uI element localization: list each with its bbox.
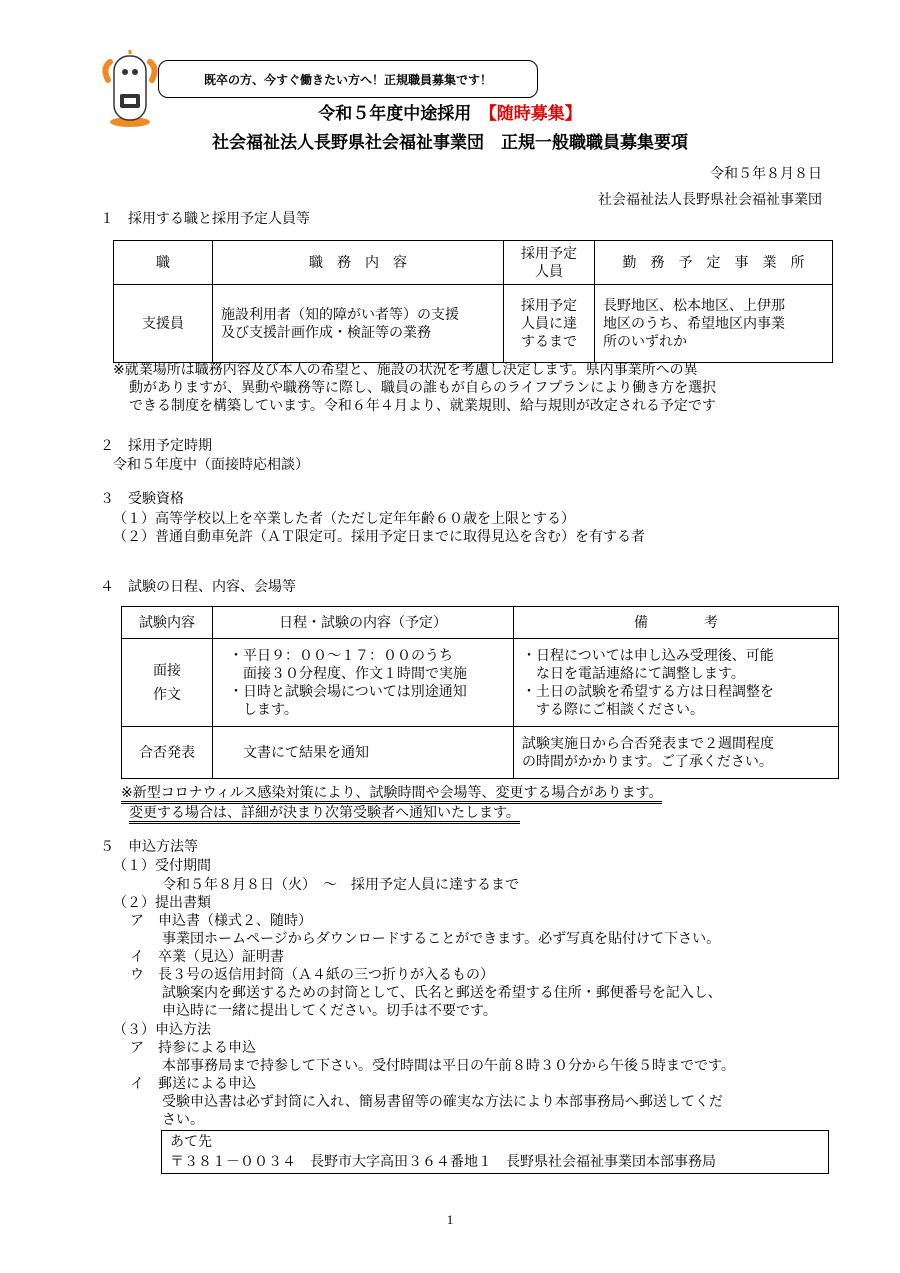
s5-u-label: ウ 長３号の返信用封筒（Ａ４紙の三つ折りが入るもの） — [130, 967, 494, 983]
col-count: 採用予定 人員 — [504, 241, 595, 285]
title-prefix: 令和５年度中途採用 — [318, 104, 489, 124]
exam-table — [121, 606, 839, 779]
section3-item2: （２）普通自動車免許（ＡＴ限定可。採用予定日までに取得見込を含む）を有する者 — [113, 529, 645, 545]
cell-office: 長野地区、松本地区、上伊那 地区のうち、希望地区内事業 所のいずれか — [595, 285, 833, 363]
address-label: あて先 — [170, 1134, 212, 1150]
s5-a-body: 事業団ホームページからダウンロードすることができます。必ず写真を貼付けて下さい。 — [162, 931, 721, 947]
s5-u-body: 試験案内を郵送するための封筒として、氏名と郵送を希望する住所・郵便番号を記入し、 申込時に一緒に提出してください。切手は不要です。 — [162, 985, 722, 1019]
cell-duties: 施設利用者（知的障がい者等）の支援 及び支援計画作成・検証等の業務 — [213, 285, 504, 363]
bubble-text: 既卒の方、今すぐ働きたい方へ！正規職員募集です！ — [203, 73, 492, 87]
col-content: 試験内容 — [122, 607, 213, 639]
cell-count: 採用予定 人員に達 するまで — [504, 285, 595, 363]
section3-item1: （１）高等学校以上を卒業した者（ただし定年年齢６０歳を上限とする） — [113, 511, 575, 527]
cell-remarks: 試験実施日から合否発表まで２週間程度 の時間がかかります。ご了承ください。 — [514, 727, 839, 779]
section4-heading: ４ 試験の日程、内容、会場等 — [100, 579, 296, 595]
page-number: 1 — [446, 1212, 454, 1227]
s5-p1-body: 令和５年８月８日（火） ～ 採用予定人員に達するまで — [162, 877, 519, 893]
section2-body: 令和５年度中（面接時応相談） — [113, 457, 309, 473]
s5-i2-body: 受験申込書は必ず封筒に入れ、簡易書留等の確実な方法により本部事務局へ郵送してくだ さい。 — [162, 1094, 723, 1128]
cell-content: 合否発表 — [122, 727, 213, 779]
s5-i2-label: イ 郵送による申込 — [130, 1076, 256, 1092]
section1-note: ※就業場所は職務内容及び本人の希望と、施設の状況を考慮し決定します。県内事業所への異 動がありますが、異動や職務等に際し、職員の誰もが自らのライフプランにより働き方を選択 できる制度を構築しています。令和６年４月より、就業規則、給与規則が改定される予定です — [113, 362, 717, 414]
title-line2: 社会福祉法人長野県社会福祉事業団 正規一般職職員募集要項 — [212, 133, 688, 153]
title-highlight: 【随時募集】 — [488, 104, 582, 124]
col-duties: 職 務 内 容 — [213, 241, 504, 285]
s5-a-label: ア 申込書（様式２、随時） — [130, 913, 312, 929]
col-job: 職 — [114, 241, 213, 285]
table-row — [114, 285, 833, 363]
s5-p1-label: （１）受付期間 — [113, 858, 211, 874]
positions-table — [113, 240, 833, 363]
cell-remarks: ・日程については申し込み受理後、可能 な日を電話連絡にて調整します。 ・土日の試験を希望する方は日程調整を する際にご相談ください。 — [514, 639, 839, 727]
cell-content: 面接 作文 — [122, 639, 213, 727]
col-office: 勤 務 予 定 事 業 所 — [595, 241, 833, 285]
table-row — [122, 727, 839, 779]
col-schedule: 日程・試験の内容（予定） — [213, 607, 514, 639]
address-box — [161, 1130, 829, 1174]
s5-i-label: イ 卒業（見込）証明書 — [130, 949, 284, 965]
cell-schedule: 文書にて結果を通知 — [213, 727, 514, 779]
s5-p3-label: （３）申込方法 — [113, 1022, 211, 1038]
cell-job: 支援員 — [114, 285, 213, 363]
table-header-row — [114, 241, 833, 285]
cell-schedule: ・平日９：００～１７：００のうち 面接３０分程度、作文１時間で実施 ・日時と試験会場については別途通知 します。 — [213, 639, 514, 727]
section2-heading: ２ 採用予定時期 — [100, 438, 212, 454]
s5-p2-label: （２）提出書類 — [113, 895, 211, 911]
section1-heading: １ 採用する職と採用予定人員等 — [100, 211, 310, 227]
section4-note: ※新型コロナウィルス感染対策により、試験時間や会場等、変更する場合があります。 変更する場合は、詳細が決まり次第受験者へ通知いたします。 — [121, 784, 662, 822]
section3-heading: ３ 受験資格 — [100, 491, 184, 507]
s5-a2-body: 本部事務局まで持参して下さい。受付時間は平日の午前８時３０分から午後５時までです。 — [162, 1058, 735, 1074]
table-header-row — [122, 607, 839, 639]
issuer-org: 社会福祉法人長野県社会福祉事業団 — [598, 192, 822, 208]
issue-date: 令和５年８月８日 — [710, 166, 822, 182]
section5-heading: ５ 申込方法等 — [100, 839, 198, 855]
s5-a2-label: ア 持参による申込 — [130, 1040, 256, 1056]
speech-bubble — [158, 60, 538, 98]
title-line1 — [0, 103, 900, 125]
address-text: 〒３８１－００３４ 長野市大字高田３６４番地１ 長野県社会福祉事業団本部事務局 — [170, 1154, 716, 1170]
table-row — [122, 639, 839, 727]
col-remarks: 備 考 — [514, 607, 839, 639]
